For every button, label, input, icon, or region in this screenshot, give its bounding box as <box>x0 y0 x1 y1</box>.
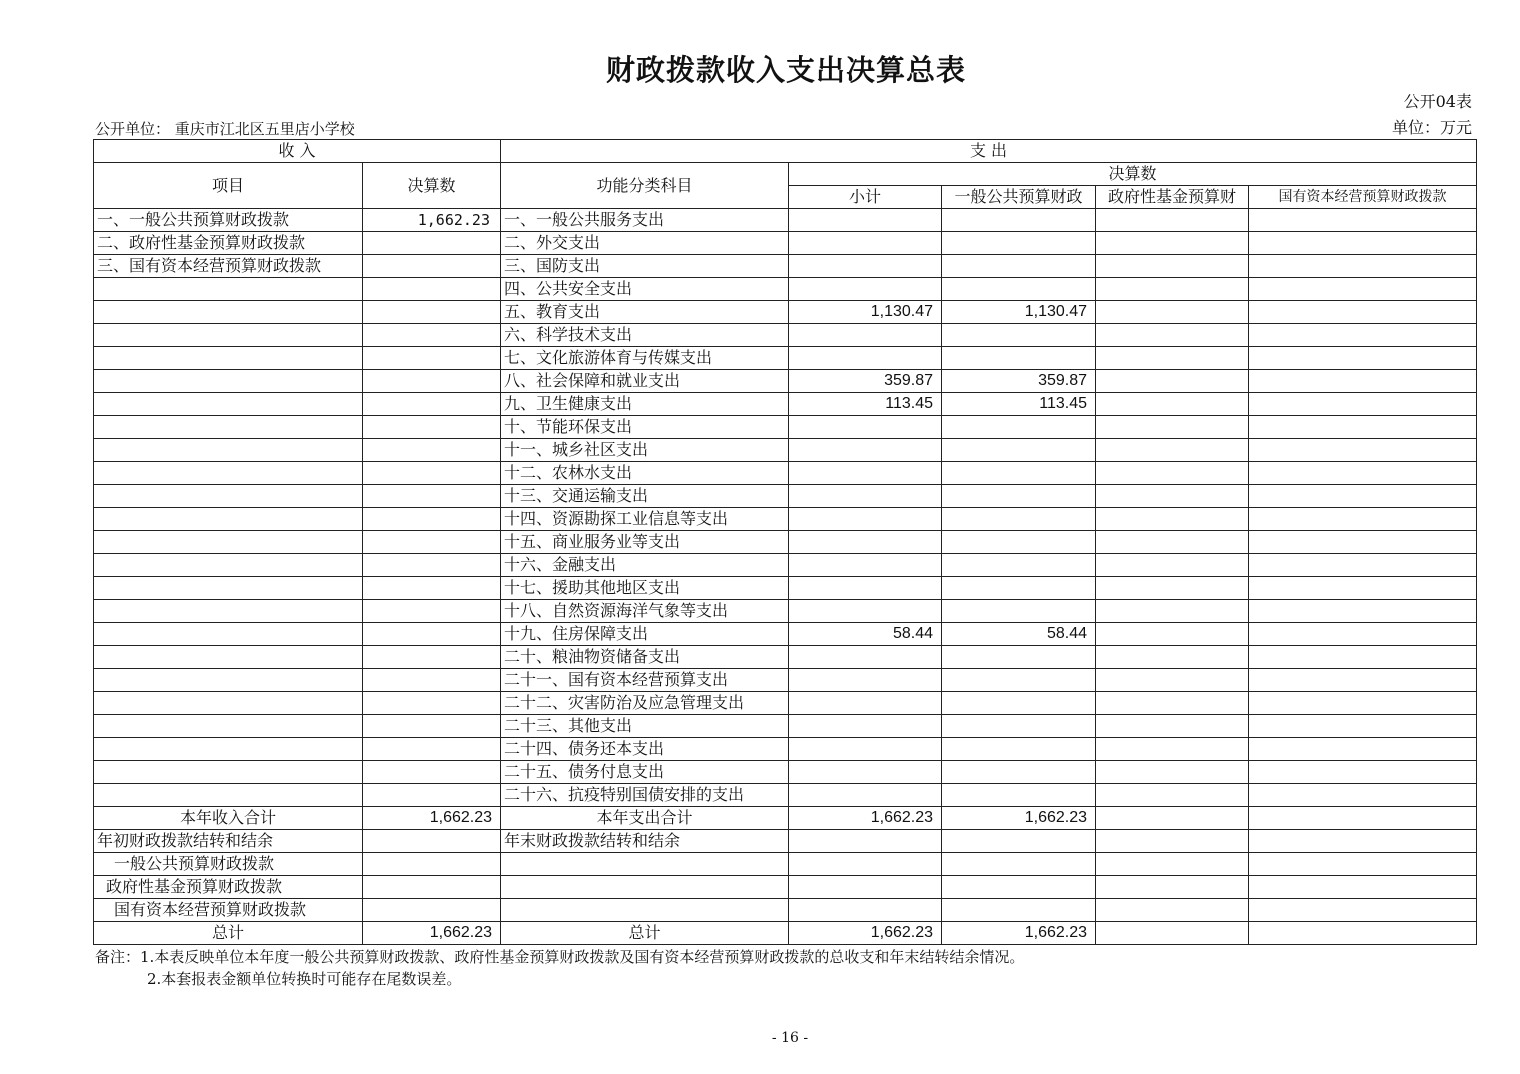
income-value <box>363 485 501 508</box>
income-year-total-value: 1,662.23 <box>363 807 501 830</box>
income-item <box>94 324 363 347</box>
expense-state <box>1249 393 1477 416</box>
expense-general <box>942 278 1096 301</box>
income-year-total-label: 本年收入合计 <box>94 807 363 830</box>
state-capital-header: 国有资本经营预算财政拨款 <box>1249 186 1477 209</box>
expense-general <box>942 761 1096 784</box>
income-value <box>363 416 501 439</box>
expense-fund <box>1096 692 1249 715</box>
table-body <box>94 209 1477 807</box>
expense-fund <box>1096 508 1249 531</box>
expense-general <box>942 324 1096 347</box>
table-row <box>94 462 1477 485</box>
empty-cell <box>501 876 789 899</box>
expense-general <box>942 531 1096 554</box>
final-header: 决算数 <box>363 163 501 209</box>
expense-subtotal <box>789 738 942 761</box>
table-row <box>94 278 1477 301</box>
expense-subtotal <box>789 715 942 738</box>
expense-subtotal <box>789 209 942 232</box>
expense-fund <box>1096 416 1249 439</box>
carryover-row <box>94 830 1477 853</box>
expense-fund <box>1096 462 1249 485</box>
income-value <box>363 715 501 738</box>
income-item <box>94 278 363 301</box>
expense-item: 十四、资源勘探工业信息等支出 <box>501 508 789 531</box>
table-row <box>94 669 1477 692</box>
table-row <box>94 324 1477 347</box>
income-value <box>363 255 501 278</box>
expense-state <box>1249 324 1477 347</box>
form-number: 公开04表 <box>1403 92 1472 111</box>
expense-subtotal <box>789 255 942 278</box>
expense-general <box>942 646 1096 669</box>
table-row <box>94 347 1477 370</box>
expense-item: 十八、自然资源海洋气象等支出 <box>501 600 789 623</box>
expense-fund <box>1096 623 1249 646</box>
item-header: 项目 <box>94 163 363 209</box>
income-value <box>363 324 501 347</box>
table-row <box>94 646 1477 669</box>
expense-state <box>1249 531 1477 554</box>
expense-subtotal <box>789 531 942 554</box>
expense-state <box>1249 439 1477 462</box>
expense-general: 1,130.47 <box>942 301 1096 324</box>
expense-item: 三、国防支出 <box>501 255 789 278</box>
income-item: 二、政府性基金预算财政拨款 <box>94 232 363 255</box>
empty-cell <box>1096 922 1249 945</box>
expense-subtotal <box>789 324 942 347</box>
begin-fund-label: 政府性基金预算财政拨款 <box>94 876 363 899</box>
expense-general <box>942 209 1096 232</box>
income-item <box>94 761 363 784</box>
expense-fund <box>1096 761 1249 784</box>
expense-general <box>942 462 1096 485</box>
expense-fund <box>1096 209 1249 232</box>
empty-cell <box>942 876 1096 899</box>
empty-cell <box>1249 922 1477 945</box>
empty-cell <box>1249 830 1477 853</box>
income-item <box>94 784 363 807</box>
income-item <box>94 508 363 531</box>
income-value <box>363 784 501 807</box>
expense-item: 六、科学技术支出 <box>501 324 789 347</box>
empty-cell <box>942 899 1096 922</box>
begin-state-label: 国有资本经营预算财政拨款 <box>94 899 363 922</box>
expense-state <box>1249 577 1477 600</box>
expense-state <box>1249 416 1477 439</box>
expense-state <box>1249 554 1477 577</box>
expense-fund <box>1096 255 1249 278</box>
income-item <box>94 393 363 416</box>
income-item <box>94 715 363 738</box>
expense-item: 二十四、债务还本支出 <box>501 738 789 761</box>
expense-subtotal: 359.87 <box>789 370 942 393</box>
table-row <box>94 209 1477 232</box>
empty-cell <box>789 830 942 853</box>
expense-state <box>1249 623 1477 646</box>
expense-item: 七、文化旅游体育与传媒支出 <box>501 347 789 370</box>
income-value <box>363 761 501 784</box>
income-value <box>363 278 501 301</box>
expense-state <box>1249 462 1477 485</box>
expense-subtotal <box>789 347 942 370</box>
expense-general <box>942 485 1096 508</box>
expense-subtotal <box>789 554 942 577</box>
year-total-row <box>94 807 1477 830</box>
expense-subtotal <box>789 577 942 600</box>
end-carryover-label: 年末财政拨款结转和结余 <box>501 830 789 853</box>
expense-item: 一、一般公共服务支出 <box>501 209 789 232</box>
table-row <box>94 600 1477 623</box>
fund-budget-header: 政府性基金预算财 <box>1096 186 1249 209</box>
expense-subtotal <box>789 508 942 531</box>
expense-state <box>1249 692 1477 715</box>
empty-cell <box>789 899 942 922</box>
table-row <box>94 577 1477 600</box>
income-item <box>94 347 363 370</box>
table-row <box>94 623 1477 646</box>
income-value <box>363 439 501 462</box>
expense-general <box>942 416 1096 439</box>
expense-general <box>942 600 1096 623</box>
income-item <box>94 370 363 393</box>
grand-total-expense-label: 总计 <box>501 922 789 945</box>
expense-fund <box>1096 784 1249 807</box>
expense-fund <box>1096 715 1249 738</box>
expense-state <box>1249 232 1477 255</box>
expense-fund <box>1096 531 1249 554</box>
expense-state <box>1249 646 1477 669</box>
financial-table <box>93 139 1477 945</box>
expense-year-total-label: 本年支出合计 <box>501 807 789 830</box>
expense-fund <box>1096 600 1249 623</box>
expense-item: 十一、城乡社区支出 <box>501 439 789 462</box>
income-item <box>94 485 363 508</box>
final-amount-header: 决算数 <box>789 163 1477 186</box>
note-2: 2.本套报表金额单位转换时可能存在尾数误差。 <box>147 970 462 988</box>
expense-general <box>942 738 1096 761</box>
expense-fund <box>1096 370 1249 393</box>
income-value <box>363 232 501 255</box>
expense-subtotal <box>789 692 942 715</box>
expense-fund <box>1096 669 1249 692</box>
expense-subtotal <box>789 761 942 784</box>
empty-cell <box>363 876 501 899</box>
table-row <box>94 370 1477 393</box>
expense-item: 十七、援助其他地区支出 <box>501 577 789 600</box>
expense-general <box>942 232 1096 255</box>
grand-total-general: 1,662.23 <box>942 922 1096 945</box>
expense-state <box>1249 784 1477 807</box>
income-value <box>363 393 501 416</box>
empty-cell <box>1096 830 1249 853</box>
income-item: 三、国有资本经营预算财政拨款 <box>94 255 363 278</box>
expense-state <box>1249 370 1477 393</box>
income-value <box>363 347 501 370</box>
expense-state <box>1249 255 1477 278</box>
income-value <box>363 692 501 715</box>
expense-state <box>1249 301 1477 324</box>
empty-cell <box>1096 899 1249 922</box>
income-item <box>94 531 363 554</box>
general-budget-header: 一般公共预算财政 <box>942 186 1096 209</box>
income-item <box>94 623 363 646</box>
table-row <box>94 393 1477 416</box>
expense-fund <box>1096 577 1249 600</box>
empty-cell <box>942 830 1096 853</box>
table-row <box>94 485 1477 508</box>
empty-cell <box>789 853 942 876</box>
expense-general <box>942 347 1096 370</box>
table-row <box>94 531 1477 554</box>
expense-state <box>1249 508 1477 531</box>
expense-item: 二十二、灾害防治及应急管理支出 <box>501 692 789 715</box>
expense-subtotal <box>789 232 942 255</box>
income-item <box>94 577 363 600</box>
expense-general <box>942 577 1096 600</box>
income-value <box>363 554 501 577</box>
page-number: - 16 - <box>771 1030 809 1046</box>
expense-general <box>942 784 1096 807</box>
expense-subtotal <box>789 646 942 669</box>
income-item <box>94 646 363 669</box>
expense-item: 十三、交通运输支出 <box>501 485 789 508</box>
expense-general <box>942 439 1096 462</box>
begin-carryover-value <box>363 830 501 853</box>
income-item <box>94 669 363 692</box>
income-value <box>363 462 501 485</box>
expense-year-general: 1,662.23 <box>942 807 1096 830</box>
expense-item: 十二、农林水支出 <box>501 462 789 485</box>
expense-fund <box>1096 347 1249 370</box>
income-value <box>363 370 501 393</box>
empty-cell <box>501 899 789 922</box>
expense-fund <box>1096 301 1249 324</box>
expense-state <box>1249 347 1477 370</box>
table-row <box>94 508 1477 531</box>
expense-item: 四、公共安全支出 <box>501 278 789 301</box>
expense-fund <box>1096 485 1249 508</box>
income-item <box>94 439 363 462</box>
expense-subtotal <box>789 439 942 462</box>
expense-state <box>1249 278 1477 301</box>
expense-subtotal: 58.44 <box>789 623 942 646</box>
expense-fund <box>1096 232 1249 255</box>
expense-subtotal: 113.45 <box>789 393 942 416</box>
expense-general <box>942 692 1096 715</box>
table-row <box>94 738 1477 761</box>
expense-year-subtotal: 1,662.23 <box>789 807 942 830</box>
expense-item: 二十一、国有资本经营预算支出 <box>501 669 789 692</box>
unit-label: 单位：万元 <box>1391 118 1472 137</box>
table-row <box>94 301 1477 324</box>
expense-state <box>1249 715 1477 738</box>
income-item <box>94 738 363 761</box>
expense-header: 支 出 <box>501 140 1477 163</box>
expense-fund <box>1096 554 1249 577</box>
income-item <box>94 692 363 715</box>
carryover-fund-row <box>94 876 1477 899</box>
expense-item: 二十三、其他支出 <box>501 715 789 738</box>
income-item <box>94 416 363 439</box>
income-value: 1,662.23 <box>363 209 501 232</box>
table-row <box>94 416 1477 439</box>
income-value <box>363 738 501 761</box>
expense-fund <box>1096 393 1249 416</box>
income-item <box>94 301 363 324</box>
table-row <box>94 439 1477 462</box>
expense-subtotal <box>789 600 942 623</box>
expense-general <box>942 715 1096 738</box>
income-value <box>363 301 501 324</box>
income-value <box>363 531 501 554</box>
empty-cell <box>1096 876 1249 899</box>
notes <box>95 946 1024 990</box>
empty-cell <box>363 899 501 922</box>
expense-item: 二十五、债务付息支出 <box>501 761 789 784</box>
subtotal-header: 小计 <box>789 186 942 209</box>
expense-state <box>1249 600 1477 623</box>
expense-item: 十六、金融支出 <box>501 554 789 577</box>
expense-state <box>1249 485 1477 508</box>
table-row <box>94 232 1477 255</box>
expense-subtotal <box>789 416 942 439</box>
note-1: 备注：1.本表反映单位本年度一般公共预算财政拨款、政府性基金预算财政拨款及国有资本经营预算财政拨款的总收支和年末结转结余情况。 <box>95 948 1025 966</box>
grand-total-income-value: 1,662.23 <box>363 922 501 945</box>
table-row <box>94 255 1477 278</box>
begin-carryover-label: 年初财政拨款结转和结余 <box>94 830 363 853</box>
income-item <box>94 600 363 623</box>
expense-fund <box>1096 738 1249 761</box>
expense-year-state <box>1249 807 1477 830</box>
grand-total-subtotal: 1,662.23 <box>789 922 942 945</box>
carryover-general-row <box>94 853 1477 876</box>
organization-label: 公开单位： 重庆市江北区五里店小学校 <box>95 120 355 138</box>
empty-cell <box>363 853 501 876</box>
expense-general <box>942 554 1096 577</box>
empty-cell <box>1249 899 1477 922</box>
income-value <box>363 623 501 646</box>
empty-cell <box>1249 876 1477 899</box>
empty-cell <box>1096 853 1249 876</box>
expense-fund <box>1096 646 1249 669</box>
empty-cell <box>1249 853 1477 876</box>
function-header: 功能分类科目 <box>501 163 789 209</box>
income-value <box>363 508 501 531</box>
income-value <box>363 646 501 669</box>
expense-subtotal <box>789 784 942 807</box>
expense-fund <box>1096 324 1249 347</box>
expense-item: 十、节能环保支出 <box>501 416 789 439</box>
expense-item: 五、教育支出 <box>501 301 789 324</box>
expense-subtotal <box>789 485 942 508</box>
income-item <box>94 554 363 577</box>
expense-item: 二十、粮油物资储备支出 <box>501 646 789 669</box>
expense-item: 十九、住房保障支出 <box>501 623 789 646</box>
expense-general: 113.45 <box>942 393 1096 416</box>
page-title: 财政拨款收入支出决算总表 <box>605 53 966 87</box>
expense-subtotal: 1,130.47 <box>789 301 942 324</box>
expense-general: 58.44 <box>942 623 1096 646</box>
grand-total-row <box>94 922 1477 945</box>
income-value <box>363 600 501 623</box>
table-row <box>94 554 1477 577</box>
expense-general: 359.87 <box>942 370 1096 393</box>
expense-general <box>942 255 1096 278</box>
expense-general <box>942 508 1096 531</box>
grand-total-income-label: 总计 <box>94 922 363 945</box>
expense-item: 八、社会保障和就业支出 <box>501 370 789 393</box>
income-header: 收 入 <box>94 140 501 163</box>
table-row <box>94 715 1477 738</box>
expense-subtotal <box>789 669 942 692</box>
expense-general <box>942 669 1096 692</box>
carryover-state-row <box>94 899 1477 922</box>
begin-general-label: 一般公共预算财政拨款 <box>94 853 363 876</box>
table-row <box>94 761 1477 784</box>
income-value <box>363 577 501 600</box>
expense-item: 九、卫生健康支出 <box>501 393 789 416</box>
expense-state <box>1249 761 1477 784</box>
income-item <box>94 462 363 485</box>
expense-fund <box>1096 439 1249 462</box>
expense-state <box>1249 209 1477 232</box>
expense-fund <box>1096 278 1249 301</box>
empty-cell <box>501 853 789 876</box>
income-item: 一、一般公共预算财政拨款 <box>94 209 363 232</box>
empty-cell <box>942 853 1096 876</box>
income-value <box>363 669 501 692</box>
empty-cell <box>789 876 942 899</box>
expense-item: 十五、商业服务业等支出 <box>501 531 789 554</box>
expense-subtotal <box>789 462 942 485</box>
table-row <box>94 692 1477 715</box>
expense-item: 二十六、抗疫特别国债安排的支出 <box>501 784 789 807</box>
expense-item: 二、外交支出 <box>501 232 789 255</box>
expense-subtotal <box>789 278 942 301</box>
expense-year-fund <box>1096 807 1249 830</box>
expense-state <box>1249 669 1477 692</box>
expense-state <box>1249 738 1477 761</box>
table-row <box>94 784 1477 807</box>
